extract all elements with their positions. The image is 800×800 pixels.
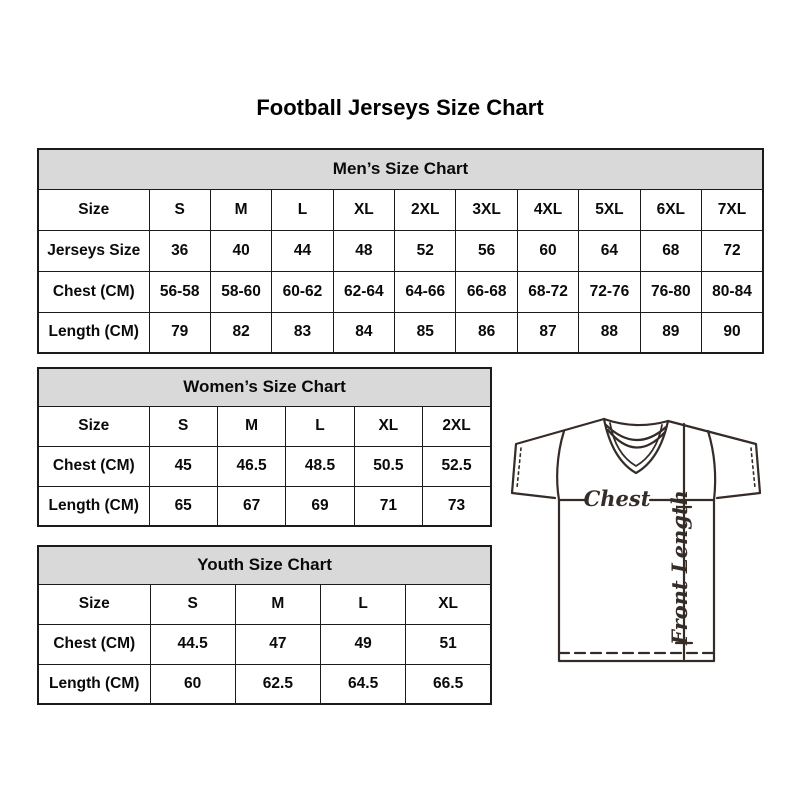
value-cell: 2XL: [423, 406, 491, 446]
value-cell: 45: [149, 446, 217, 486]
value-cell: S: [149, 189, 210, 230]
table-row: [38, 486, 491, 526]
value-cell: M: [235, 584, 320, 624]
value-cell: 48.5: [286, 446, 354, 486]
value-cell: 62-64: [333, 271, 394, 312]
womens-size-chart-table: [37, 367, 492, 527]
value-cell: 36: [149, 230, 210, 271]
row-label-cell: Chest (CM): [38, 271, 149, 312]
right-cuff-dotted-line: [751, 448, 755, 488]
womens-table-title: Women’s Size Chart: [38, 368, 491, 406]
value-cell: 60-62: [272, 271, 333, 312]
value-cell: 64: [579, 230, 640, 271]
youth-size-chart-table: [37, 545, 492, 705]
value-cell: 90: [702, 312, 763, 353]
value-cell: 69: [286, 486, 354, 526]
table-row: [38, 230, 763, 271]
value-cell: 68-72: [517, 271, 578, 312]
value-cell: 71: [354, 486, 422, 526]
table-row: [38, 446, 491, 486]
value-cell: XL: [354, 406, 422, 446]
value-cell: 49: [321, 624, 406, 664]
jersey-collar-top-edge: [604, 419, 668, 425]
value-cell: 76-80: [640, 271, 701, 312]
row-label-cell: Size: [38, 584, 150, 624]
value-cell: 64-66: [395, 271, 456, 312]
value-cell: M: [217, 406, 285, 446]
mens-size-chart-table: [37, 148, 764, 354]
value-cell: 56: [456, 230, 517, 271]
value-cell: 60: [517, 230, 578, 271]
value-cell: 86: [456, 312, 517, 353]
value-cell: 82: [210, 312, 271, 353]
value-cell: 67: [217, 486, 285, 526]
value-cell: 2XL: [395, 189, 456, 230]
value-cell: 7XL: [702, 189, 763, 230]
table-row: [38, 584, 491, 624]
value-cell: 66.5: [406, 664, 491, 704]
value-cell: S: [149, 406, 217, 446]
value-cell: 72-76: [579, 271, 640, 312]
table-row: [38, 312, 763, 353]
jersey-right-armhole: [708, 431, 715, 500]
value-cell: 73: [423, 486, 491, 526]
value-cell: 6XL: [640, 189, 701, 230]
value-cell: 40: [210, 230, 271, 271]
value-cell: 66-68: [456, 271, 517, 312]
jersey-left-armhole: [557, 431, 564, 500]
value-cell: 83: [272, 312, 333, 353]
table-row: [38, 189, 763, 230]
value-cell: 52: [395, 230, 456, 271]
value-cell: 65: [149, 486, 217, 526]
value-cell: 47: [235, 624, 320, 664]
value-cell: 3XL: [456, 189, 517, 230]
value-cell: 4XL: [517, 189, 578, 230]
value-cell: XL: [333, 189, 394, 230]
value-cell: 58-60: [210, 271, 271, 312]
table-row: [38, 664, 491, 704]
value-cell: 80-84: [702, 271, 763, 312]
value-cell: L: [286, 406, 354, 446]
row-label-cell: Size: [38, 189, 149, 230]
row-label-cell: Chest (CM): [38, 446, 149, 486]
row-label-cell: Length (CM): [38, 664, 150, 704]
table-row: [38, 271, 763, 312]
value-cell: 64.5: [321, 664, 406, 704]
table-header-row: [38, 149, 763, 189]
value-cell: 5XL: [579, 189, 640, 230]
left-cuff-dotted-line: [517, 448, 521, 488]
table-row: [38, 624, 491, 664]
value-cell: 51: [406, 624, 491, 664]
value-cell: 89: [640, 312, 701, 353]
youth-table-title: Youth Size Chart: [38, 546, 491, 584]
value-cell: 56-58: [149, 271, 210, 312]
table-row: [38, 406, 491, 446]
value-cell: 50.5: [354, 446, 422, 486]
mens-table-title: Men’s Size Chart: [38, 149, 763, 189]
value-cell: 87: [517, 312, 578, 353]
row-label-cell: Jerseys Size: [38, 230, 149, 271]
row-label-cell: Length (CM): [38, 312, 149, 353]
row-label-cell: Length (CM): [38, 486, 149, 526]
value-cell: M: [210, 189, 271, 230]
front-length-label: Front Length: [667, 490, 692, 645]
value-cell: 79: [149, 312, 210, 353]
jersey-measurement-diagram: [503, 402, 775, 692]
jersey-diagram-svg: [503, 402, 775, 692]
value-cell: L: [321, 584, 406, 624]
table-header-row: [38, 546, 491, 584]
value-cell: 48: [333, 230, 394, 271]
value-cell: 52.5: [423, 446, 491, 486]
value-cell: 72: [702, 230, 763, 271]
table-header-row: [38, 368, 491, 406]
row-label-cell: Chest (CM): [38, 624, 150, 664]
value-cell: 84: [333, 312, 394, 353]
value-cell: 46.5: [217, 446, 285, 486]
value-cell: 44.5: [150, 624, 235, 664]
value-cell: XL: [406, 584, 491, 624]
value-cell: 44: [272, 230, 333, 271]
value-cell: S: [150, 584, 235, 624]
value-cell: L: [272, 189, 333, 230]
page-title: Football Jerseys Size Chart: [256, 95, 544, 120]
chest-label: Chest: [583, 486, 651, 511]
value-cell: 88: [579, 312, 640, 353]
value-cell: 60: [150, 664, 235, 704]
row-label-cell: Size: [38, 406, 149, 446]
jersey-vneck-inner: [610, 423, 662, 466]
value-cell: 68: [640, 230, 701, 271]
jersey-vneck-outer: [604, 419, 668, 473]
value-cell: 85: [395, 312, 456, 353]
value-cell: 62.5: [235, 664, 320, 704]
